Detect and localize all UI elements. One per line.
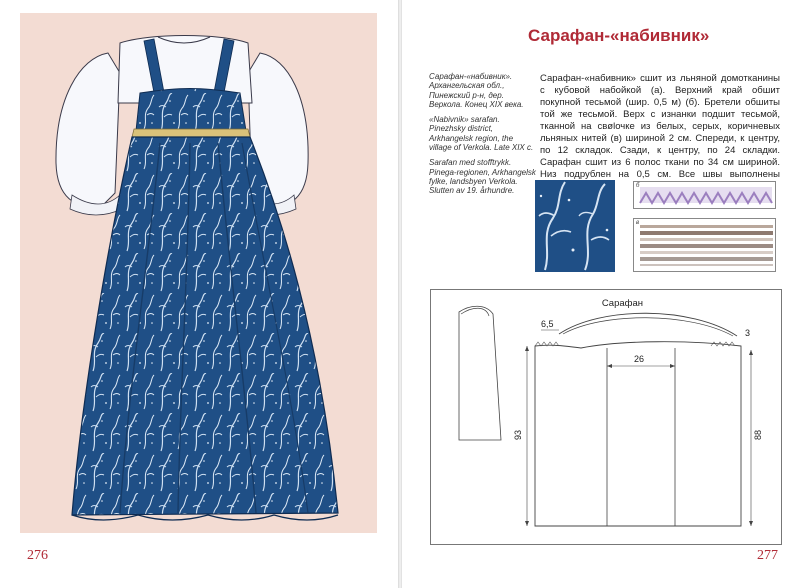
trim-sample-v: [633, 218, 776, 272]
caption-en: «Nabivnik» sarafan. Pinezhsky district, Arkhangelsk region, the village of Verkola. Late XIX c.: [429, 115, 534, 153]
caption-ru: Сарафан-«набивник». Архангельская обл., Пинежский р-н, дер. Веркола. Конец XIX века.: [429, 72, 524, 109]
dim-strap-offset: 6,5: [541, 319, 554, 329]
pattern-title: Сарафан: [601, 298, 643, 309]
page-number-left: 276: [27, 548, 48, 563]
pattern-drawing: [431, 290, 781, 544]
fabric-swatch-image: [535, 180, 615, 272]
caption-block: [429, 72, 537, 202]
dim-panel-width: 26: [634, 354, 645, 364]
left-page: [0, 0, 398, 588]
trim-label-b: б: [636, 183, 640, 189]
trim-v-pattern: [634, 219, 775, 271]
page-number-right: 277: [757, 548, 778, 563]
sewing-pattern-diagram: [430, 289, 782, 545]
trim-sample-b: [633, 181, 776, 209]
dim-top-right: 3: [745, 328, 751, 338]
sarafan-illustration: [20, 13, 377, 533]
trim-b-pattern: [634, 182, 775, 208]
sarafan-drawing: [20, 13, 377, 533]
dim-left-height: 93: [513, 429, 524, 441]
dim-right-height: 88: [753, 429, 764, 441]
trim-label-v: в: [636, 220, 640, 226]
caption-no: Sarafan med stofftrykk. Pinega-regionen, Arkhangelsk fylke, landsbyen Verkola. Slutten av 19. århundre.: [429, 158, 536, 196]
description-text: Сарафан-«набивник» сшит из льняной домотканины с кубовой набойкой (а). Верхний край обшит покупной тесьмой (шир. 0,5 м) (б). Бретели обшиты той же тесьмой. Верх с изнанки подшит тесьмой, тканной на свølочке из белых, серых, коричневых льняных нитей (в) шириной 2 см. Спереди, к центру, по 12 складок. Сзади, к центру, по 24 складки. Сарафан сшит из 6 полос ткани по 34 см шириной. Низ подрублен на 0,5 см. Все швы выполнены: [540, 73, 780, 180]
page-title: Сарафан-«набивник»: [528, 26, 710, 45]
right-page: [402, 0, 807, 588]
